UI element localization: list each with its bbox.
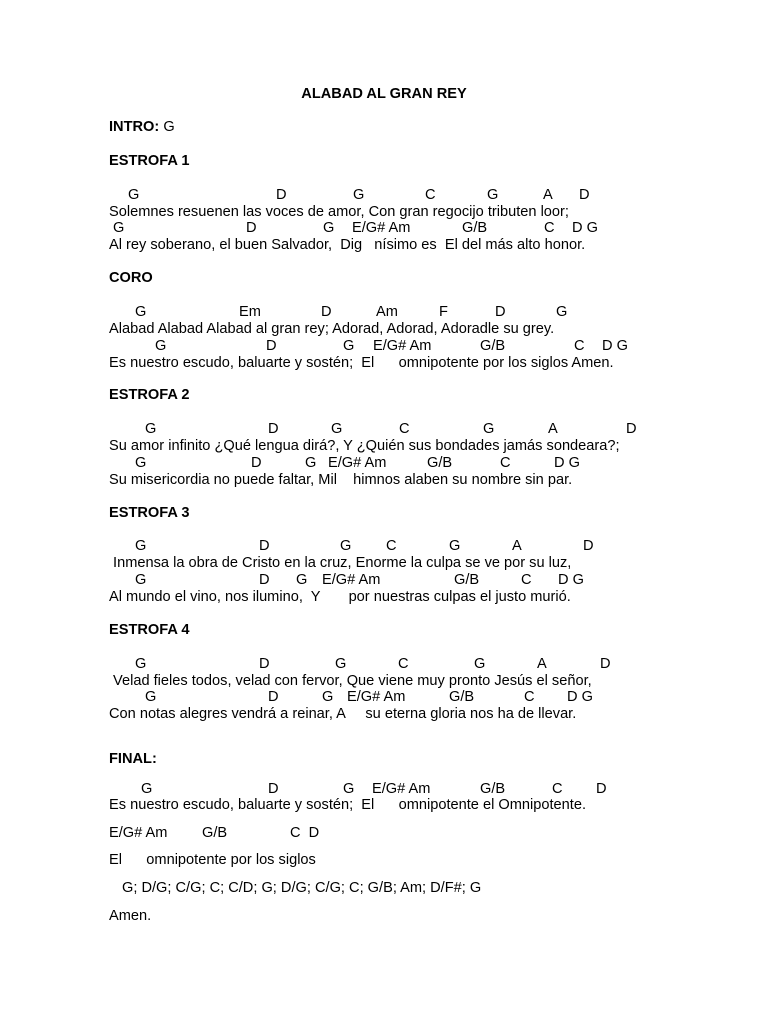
chord: G — [353, 187, 365, 203]
chord: E/G# Am — [373, 338, 432, 354]
chord: D — [276, 187, 287, 203]
chord: A — [543, 187, 553, 203]
chord: E/G# Am — [372, 781, 431, 797]
chord: G — [145, 689, 157, 705]
estrofa3-lyric-1: Inmensa la obra de Cristo en la cruz, Enorme la culpa se ve por su luz, — [109, 555, 572, 571]
chord: G — [113, 220, 125, 236]
estrofa4-heading: ESTROFA 4 — [109, 622, 190, 638]
chord: Em — [239, 304, 261, 320]
estrofa2-lyric-2: Su misericordia no puede faltar, Mil himnos alaben su nombre sin par. — [109, 472, 573, 488]
chord: C — [552, 781, 563, 797]
chord: G — [135, 455, 147, 471]
chord: G — [487, 187, 499, 203]
chord: G — [135, 538, 147, 554]
chord: E/G# Am — [328, 455, 387, 471]
chord: G — [141, 781, 153, 797]
chord: D — [259, 538, 270, 554]
estrofa1-heading: ESTROFA 1 — [109, 153, 190, 169]
estrofa1-lyric-2: Al rey soberano, el buen Salvador, Dig nísimo es El del más alto honor. — [109, 237, 586, 253]
chord: A — [512, 538, 522, 554]
final-progression: G; D/G; C/G; C; C/D; G; D/G; C/G; C; G/B; Am; D/F#; G — [122, 880, 482, 896]
chord: G/B — [449, 689, 475, 705]
chord: G — [128, 187, 140, 203]
chord: G — [331, 421, 343, 437]
chord: Am — [376, 304, 398, 320]
chord: E/G# Am — [322, 572, 381, 588]
chord: D — [600, 656, 611, 672]
chord: G/B — [427, 455, 453, 471]
chord: A — [548, 421, 558, 437]
chord: D — [321, 304, 332, 320]
chord: G/B — [454, 572, 480, 588]
chord: D — [259, 572, 270, 588]
chord: C — [500, 455, 511, 471]
chord: C D — [290, 825, 320, 841]
chord: G — [135, 656, 147, 672]
chord: G — [474, 656, 486, 672]
chord: A — [537, 656, 547, 672]
estrofa1-lyric-1: Solemnes resuenen las voces de amor, Con gran regocijo tributen loor; — [109, 204, 569, 220]
chord: F — [439, 304, 448, 320]
chord: G — [335, 656, 347, 672]
coro-lyric-1: Alabad Alabad Alabad al gran rey; Adorad, Adorad, Adoradle su grey. — [109, 321, 555, 337]
chord: D — [268, 421, 279, 437]
intro-line — [109, 119, 175, 136]
chord: G — [343, 781, 355, 797]
estrofa4-lyric-2: Con notas alegres vendrá a reinar, A su eterna gloria nos ha de llevar. — [109, 706, 577, 722]
estrofa4-lyric-1: Velad fieles todos, velad con fervor, Que viene muy pronto Jesús el señor, — [109, 673, 592, 689]
chord: G — [343, 338, 355, 354]
chord: D G — [602, 338, 628, 354]
chord: C — [399, 421, 410, 437]
chord: E/G# Am — [109, 825, 168, 841]
estrofa2-heading: ESTROFA 2 — [109, 387, 190, 403]
chord: G — [449, 538, 461, 554]
chord: C — [521, 572, 532, 588]
chord: E/G# Am — [347, 689, 406, 705]
song-title: ALABAD AL GRAN REY — [301, 86, 467, 102]
chord: C — [398, 656, 409, 672]
chord: G — [483, 421, 495, 437]
chord: C — [574, 338, 585, 354]
chord: G — [145, 421, 157, 437]
chord: G — [340, 538, 352, 554]
chord: G — [135, 304, 147, 320]
chord: D G — [567, 689, 593, 705]
chord: G/B — [462, 220, 488, 236]
chord: G/B — [202, 825, 228, 841]
chord: E/G# Am — [352, 220, 411, 236]
estrofa3-lyric-2: Al mundo el vino, nos ilumino, Y por nuestras culpas el justo murió. — [109, 589, 571, 605]
intro-chord: G — [163, 119, 175, 135]
final-lyric-1: Es nuestro escudo, baluarte y sostén; El omnipotente el Omnipotente. — [109, 797, 586, 813]
final-amen: Amen. — [109, 908, 152, 924]
chord: D — [596, 781, 607, 797]
chord: G/B — [480, 338, 506, 354]
chord: G — [323, 220, 335, 236]
chord: G — [556, 304, 568, 320]
intro-label: INTRO: — [109, 119, 160, 135]
chord: D — [495, 304, 506, 320]
chord: D — [266, 338, 277, 354]
chord: C — [544, 220, 555, 236]
chord: D — [268, 781, 279, 797]
chord: D — [268, 689, 279, 705]
chord: D — [259, 656, 270, 672]
coro-lyric-2: Es nuestro escudo, baluarte y sostén; El omnipotente por los siglos Amen. — [109, 355, 614, 371]
final-lyric-2: El omnipotente por los siglos — [109, 852, 316, 868]
chord: D G — [572, 220, 598, 236]
chord: G/B — [480, 781, 506, 797]
estrofa2-lyric-1: Su amor infinito ¿Qué lengua dirá?, Y ¿Quién sus bondades jamás sondeara?; — [109, 438, 620, 454]
chord: D G — [554, 455, 580, 471]
chord: D — [583, 538, 594, 554]
chord: G — [322, 689, 334, 705]
chord: G — [305, 455, 317, 471]
coro-heading: CORO — [109, 270, 153, 286]
final-heading: FINAL: — [109, 751, 157, 767]
chord: G — [135, 572, 147, 588]
chord: C — [386, 538, 397, 554]
chord: G — [296, 572, 308, 588]
chord: C — [524, 689, 535, 705]
chord: D — [626, 421, 637, 437]
chord: D — [246, 220, 257, 236]
chord: G — [155, 338, 167, 354]
chord: D — [579, 187, 590, 203]
chord: D — [251, 455, 262, 471]
estrofa3-heading: ESTROFA 3 — [109, 505, 190, 521]
chord: C — [425, 187, 436, 203]
chord: D G — [558, 572, 584, 588]
